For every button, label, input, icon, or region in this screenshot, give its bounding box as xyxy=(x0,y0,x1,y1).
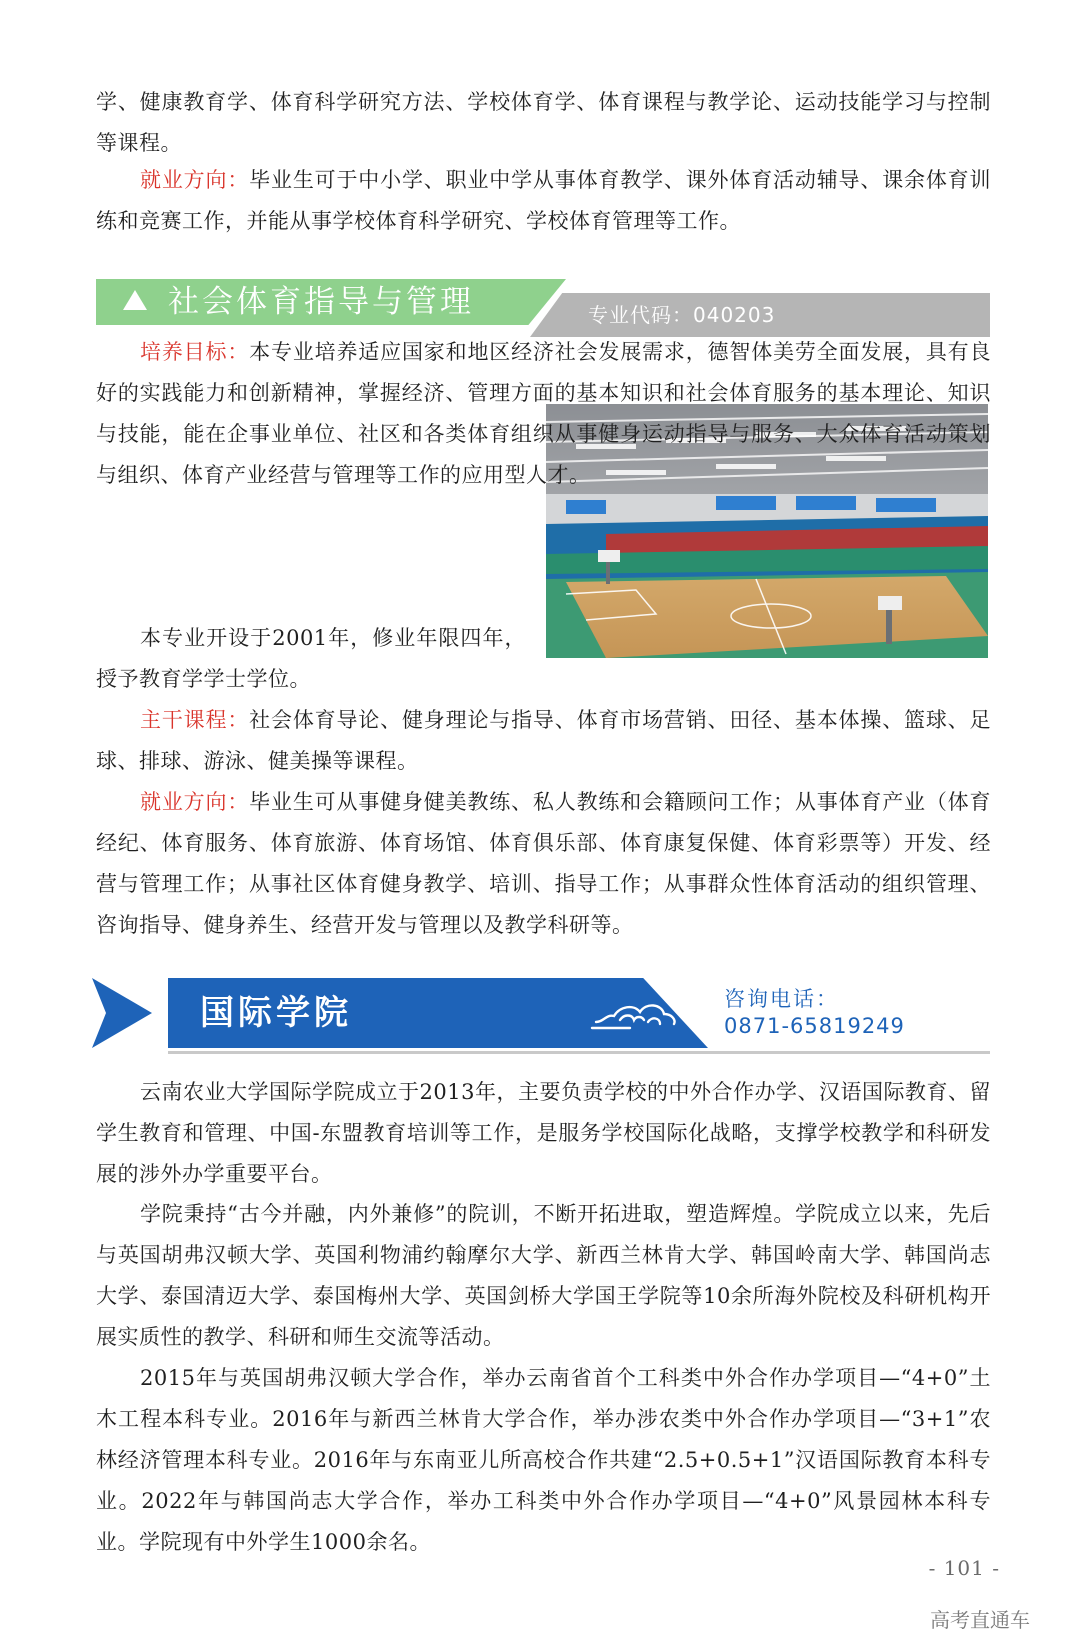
goal-text: 本专业培养适应国家和地区经济社会发展需求，德智体美劳全面发展，具有良好的实践能力和创新精神，掌握经济、管理方面的基本知识和社会体育服务的基本理论、知识与技能，能在企事业单位、社区和各类体育组织从事健身运动指导与服务、大众体育活动策划与组织、体育产业经营与管理等工作的应用型人才。 xyxy=(96,340,992,487)
core-courses-text: 社会体育导论、健身理论与指导、体育市场营销、田径、基本体操、篮球、足球、排球、游泳、健美操等课程。 xyxy=(96,708,992,773)
college-paragraph-2 xyxy=(96,1194,991,1358)
major-career-paragraph xyxy=(96,782,991,946)
goal-label: 培养目标： xyxy=(140,340,250,364)
career-text: 毕业生可于中小学、职业中学从事体育教学、课外体育活动辅导、课余体育训练和竞赛工作，并能从事学校体育科学研究、学校体育管理等工作。 xyxy=(96,168,992,233)
established-paragraph xyxy=(96,618,526,700)
major-career-text: 毕业生可从事健身健美教练、私人教练和会籍顾问工作；从事体育产业（体育经纪、体育服务、体育旅游、体育场馆、体育俱乐部、体育康复保健、体育彩票等）开发、经营与管理工作；从事社区体育健身教学、培训、指导工作；从事群众性体育活动的组织管理、咨询指导、健身养生、经营开发与管理以及教学科研等。 xyxy=(96,790,992,937)
college-divider xyxy=(168,1051,990,1054)
page-number: - 101 - xyxy=(928,1556,1000,1580)
college-paragraph-1-text: 云南农业大学国际学院成立于2013年，主要负责学校的中外合作办学、汉语国际教育、留学生教育和管理、中国-东盟教育培训等工作，是服务学校国际化战略，支撑学校教学和科研发展的涉外办学重要平台。 xyxy=(96,1080,991,1186)
major-code: 专业代码：040203 xyxy=(588,303,776,327)
college-paragraph-1 xyxy=(96,1072,991,1195)
intro-career-paragraph xyxy=(96,160,991,242)
courses-tail-text: 学、健康教育学、体育科学研究方法、学校体育学、体育课程与教学论、运动技能学习与控制等课程。 xyxy=(96,90,991,155)
major-title: 社会体育指导与管理 xyxy=(168,284,474,320)
courses-tail-paragraph xyxy=(96,82,991,164)
contact-phone: 0871-65819249 xyxy=(724,1014,905,1038)
arrow-right-icon xyxy=(92,978,152,1048)
college-title: 国际学院 xyxy=(200,993,352,1033)
college-paragraph-2-text: 学院秉持“古今并融，内外兼修”的院训，不断开拓进取，塑造辉煌。学院成立以来，先后与英国胡弗汉顿大学、英国利物浦约翰摩尔大学、新西兰林肯大学、韩国岭南大学、韩国尚志大学、泰国清迈大学、泰国梅州大学、英国剑桥大学国王学院等10余所海外院校及科研机构开展实质性的教学、科研和师生交流等活动。 xyxy=(96,1202,991,1349)
established-text: 本专业开设于2001年，修业年限四年，授予教育学学士学位。 xyxy=(96,626,526,691)
triangle-up-icon xyxy=(122,288,148,312)
contact-label: 咨询电话： xyxy=(724,987,839,1011)
goal-paragraph xyxy=(96,332,991,496)
core-courses-paragraph xyxy=(96,700,991,782)
college-paragraph-3-text: 2015年与英国胡弗汉顿大学合作，举办云南省首个工科类中外合作办学项目—“4+0”土木工程本科专业。2016年与新西兰林肯大学合作，举办涉农类中外合作办学项目—“3+1”农林经济管理本科专业。2016年与东南亚儿所高校合作共建“2.5+0.5+1”汉语国际教育本科专业。2022年与韩国尚志大学合作，举办工科类中外合作办学项目—“4+0”风景园林本科专业。学院现有中外学生1000余名。 xyxy=(96,1366,991,1554)
major-career-label: 就业方向： xyxy=(140,790,250,814)
cloud-ornament-icon xyxy=(590,992,680,1034)
core-courses-label: 主干课程： xyxy=(140,708,250,732)
watermark: 高考直通车 xyxy=(930,1608,1030,1632)
career-label: 就业方向： xyxy=(140,168,250,192)
college-paragraph-3 xyxy=(96,1358,991,1563)
